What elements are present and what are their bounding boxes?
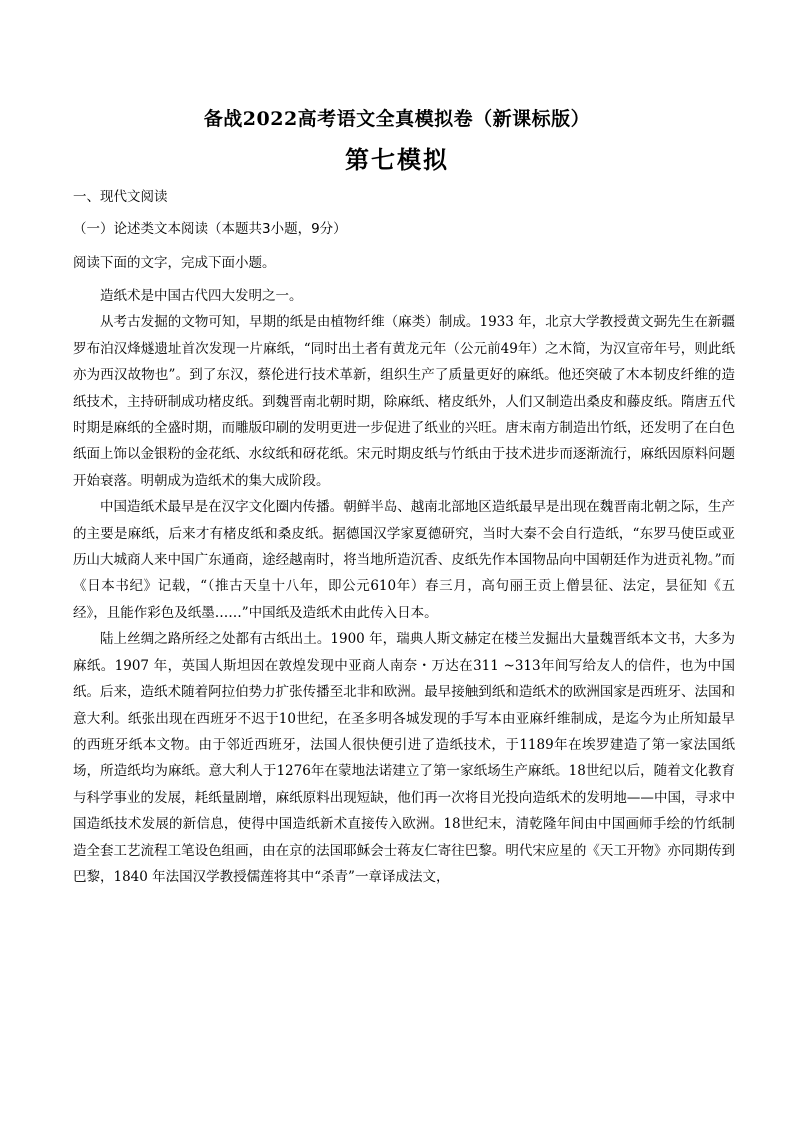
section-heading: 一、现代文阅读 (73, 189, 168, 205)
paragraph: 中国造纸术最早是在汉字文化圈内传播。朝鲜半岛、越南北部地区造纸最早是出现在魏晋南北朝之际，生产的主要是麻纸，后来才有楮皮纸和桑皮纸。据德国汉学家夏德研究，当时大秦不会自行造纸，“东罗马使臣或亚历山大城商人来中国广东通商，途经越南时，将当地所造沉香、皮纸先作本国物品向中国朝廷作为进贡礼物。”而《日本书纪》记载，“（推古天皇十八年，即公元610年）春三月，高句丽王贡上僧昙征、法定，昙征知《五经》，且能作彩色及纸墨……”中国纸及造纸术由此传入日本。 (73, 499, 735, 621)
paragraph: 从考古发掘的文物可知，早期的纸是由植物纤维（麻类）制成。1933 年，北京大学教授黄文弼先生在新疆罗布泊汉烽燧遗址首次发现一片麻纸，“同时出土者有黄龙元年（公元前49年）之木简，为汉宣帝年号，则此纸亦为西汉故物也”。到了东汉，蔡伦进行技术革新，组织生产了质量更好的麻纸。他还突破了木本韧皮纤维的造纸技术，主持研制成功楮皮纸。到魏晋南北朝时期，除麻纸、楮皮纸外，人们又制造出桑皮和藤皮纸。隋唐五代时期是麻纸的全盛时期，而雕版印刷的发明更进一步促进了纸业的兴旺。唐末南方制造出竹纸，还发明了在白色纸面上饰以金银粉的金花纸、水纹纸和砑花纸。宋元时期皮纸与竹纸由于技术进步而逐渐流行，麻纸因原料问题开始衰落。明朝成为造纸术的集大成阶段。 (73, 314, 735, 489)
subsection-heading: （一）论述类文本阅读（本题共3小题，9分） (73, 221, 347, 237)
paragraph: 陆上丝绸之路所经之处都有古纸出土。1900 年，瑞典人斯文赫定在楼兰发掘出大量魏晋纸本文书，大多为麻纸。1907 年，英国人斯坦因在敦煌发现中亚商人南奈・万达在311 ~313年间写给友人的信件，也为中国纸。后来，造纸术随着阿拉伯势力扩张传播至北非和欧洲。最早接触到纸和造纸术的欧洲国家是西班牙、法国和意大利。纸张出现在西班牙不迟于10世纪，在圣多明各城发现的手写本由亚麻纤维制成，是迄今为止所知最早的西班牙纸本文物。由于邻近西班牙，法国人很快便引进了造纸技术，于1189年在埃罗建造了第一家法国纸场，所造纸均为麻纸。意大利人于1276年在蒙地法诺建立了第一家纸场生产麻纸。18世纪以后，随着文化教育与科学事业的发展，耗纸量剧增，麻纸原料出现短缺，他们再一次将目光投向造纸术的发明地——中国，寻求中国造纸技术发展的新信息，使得中国造纸新术直接传入欧洲。18世纪末，清乾隆年间由中国画师手绘的竹纸制造全套工艺流程工笔设色组画，由在京的法国耶稣会士蒋友仁寄往巴黎。明代宋应星的《天工开物》亦同期传到巴黎，1840 年法国汉学教授儒莲将其中“杀青”一章译成法文， (73, 631, 735, 885)
passage-body (73, 283, 735, 890)
paragraph: 造纸术是中国古代四大发明之一。 (100, 288, 303, 304)
document-title: 备战2022高考语文全真模拟卷（新课标版） (203, 108, 591, 130)
reading-instruction: 阅读下面的文字，完成下面小题。 (73, 255, 276, 271)
document-subtitle: 第七模拟 (345, 145, 449, 174)
